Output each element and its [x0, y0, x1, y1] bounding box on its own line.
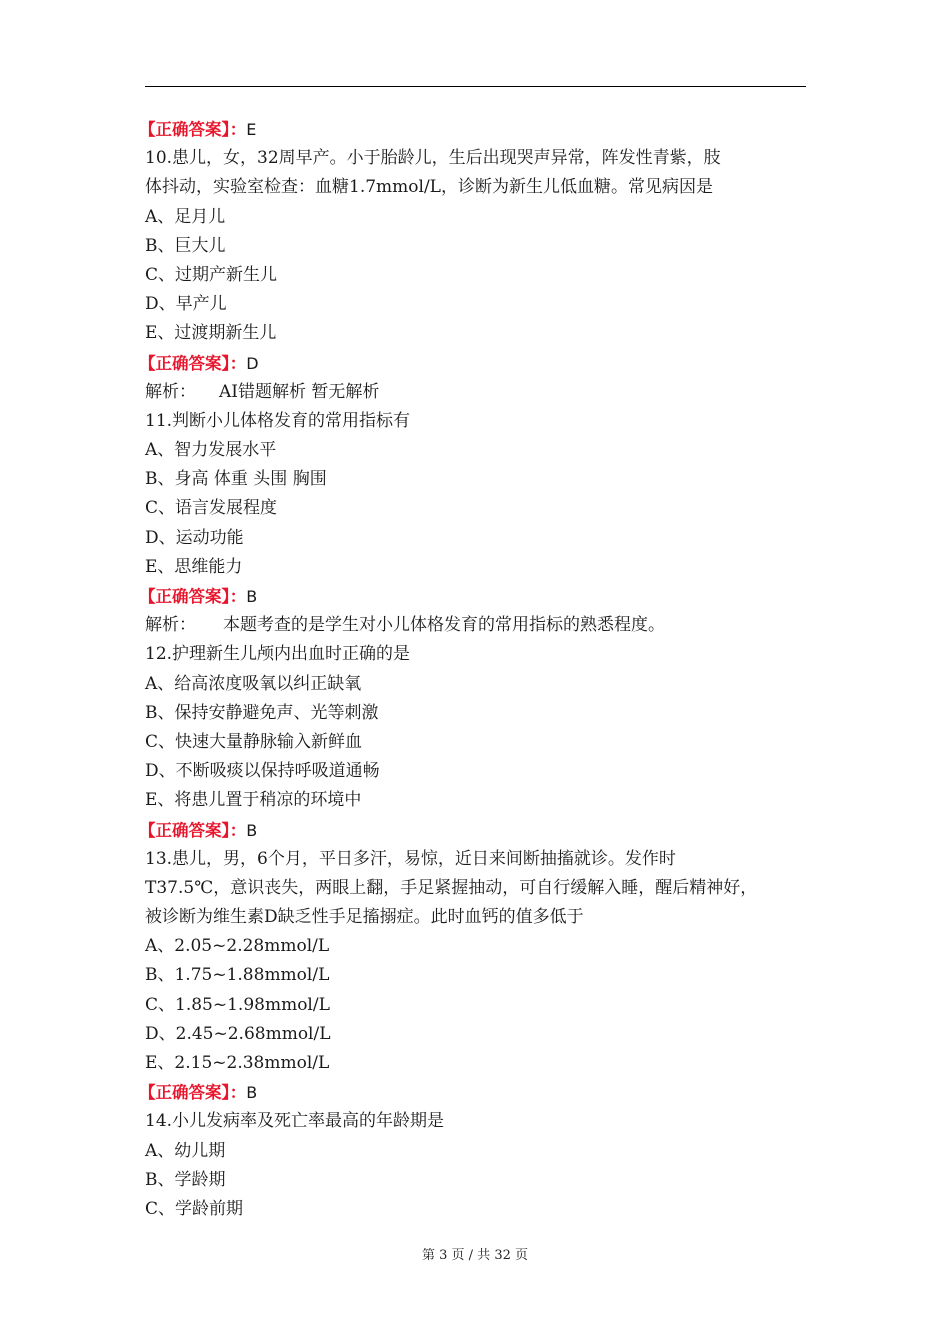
prev-answer	[139, 115, 825, 144]
q11-option-d: D、运动功能	[145, 527, 244, 548]
answer-value: B	[246, 1083, 258, 1103]
q14-stem: 14.小儿发病率及死亡率最高的年龄期是	[145, 1111, 445, 1132]
q10-option-d: D、早产儿	[145, 294, 227, 315]
q10-analysis	[145, 378, 825, 407]
answer-value: B	[246, 587, 258, 606]
q14-option-b: B、学龄期	[145, 1169, 226, 1190]
answer-label: 【正确答案】：	[139, 1083, 247, 1103]
page-body	[139, 115, 825, 1224]
analysis-label: 解析：	[145, 381, 196, 402]
answer-label: 【正确答案】：	[139, 353, 247, 373]
q12-option-c: C、快速大量静脉输入新鲜血	[145, 731, 363, 752]
q13-option-e: E、2.15~2.38mmol/L	[145, 1053, 330, 1073]
q13-option-b: B、1.75~1.88mmol/L	[145, 965, 330, 986]
q12-option-b: B、保持安静避免声、光等刺激	[145, 702, 379, 723]
answer-label: 【正确答案】：	[139, 120, 247, 139]
q11-option-c: C、语言发展程度	[145, 498, 278, 519]
q11-answer	[139, 582, 825, 611]
q11-option-e: E、思维能力	[145, 556, 243, 577]
q12-stem: 12.护理新生儿颅内出血时正确的是	[145, 644, 411, 665]
analysis-text: AI错题解析 暂无解析	[219, 381, 380, 402]
analysis-label: 解析：	[145, 615, 196, 636]
q13-option-a: A、2.05~2.28mmol/L	[145, 936, 330, 957]
answer-value: E	[246, 120, 257, 139]
header-rule	[145, 86, 806, 87]
q10-option-c: C、过期产新生儿	[145, 264, 278, 285]
q13-option-c: C、1.85~1.98mmol/L	[145, 994, 330, 1015]
q13-stem-line2: T37.5℃，意识丧失，两眼上翻，手足紧握抽动，可自行缓解入睡，醒后精神好，	[145, 877, 758, 898]
q11-stem: 11.判断小儿体格发育的常用指标有	[145, 410, 411, 431]
q10-stem-line2: 体抖动，实验室检查：血糖1.7mmol/L，诊断为新生儿低血糖。常见病因是	[145, 177, 713, 198]
q10-option-e: E、过渡期新生儿	[145, 323, 277, 344]
page-footer: 第 3 页 / 共 32 页	[422, 1248, 528, 1263]
q13-stem-line1: 13.患儿，男，6个月，平日多汗，易惊，近日来间断抽搐就诊。发作时	[145, 848, 676, 869]
q13-option-d: D、2.45~2.68mmol/L	[145, 1023, 331, 1044]
answer-label: 【正确答案】：	[139, 820, 247, 840]
q12-answer	[139, 816, 825, 845]
q10-option-b: B、巨大儿	[145, 235, 226, 256]
q10-answer	[139, 349, 825, 378]
answer-value: D	[246, 353, 259, 373]
q14-option-a: A、幼儿期	[145, 1140, 226, 1161]
answer-label: 【正确答案】：	[139, 587, 247, 606]
q12-option-a: A、给高浓度吸氧以纠正缺氧	[145, 673, 362, 694]
q12-option-d: D、不断吸痰以保持呼吸道通畅	[145, 761, 380, 782]
q11-analysis	[145, 611, 825, 640]
q14-option-c: C、学龄前期	[145, 1198, 244, 1219]
answer-value: B	[246, 820, 258, 840]
q13-stem-line3: 被诊断为维生素D缺乏性手足搐搦症。此时血钙的值多低于	[145, 907, 584, 928]
analysis-text: 本题考查的是学生对小儿体格发育的常用指标的熟悉程度。	[223, 615, 665, 636]
q11-option-b: B、身高 体重 头围 胸围	[145, 469, 327, 490]
q10-stem-line1: 10.患儿，女，32周早产。小于胎龄儿，生后出现哭声异常，阵发性青紫，肢	[145, 148, 721, 169]
q10-option-a: A、足月儿	[145, 206, 226, 227]
q12-option-e: E、将患儿置于稍凉的环境中	[145, 790, 362, 811]
q11-option-a: A、智力发展水平	[145, 440, 277, 461]
q13-answer	[139, 1078, 825, 1107]
